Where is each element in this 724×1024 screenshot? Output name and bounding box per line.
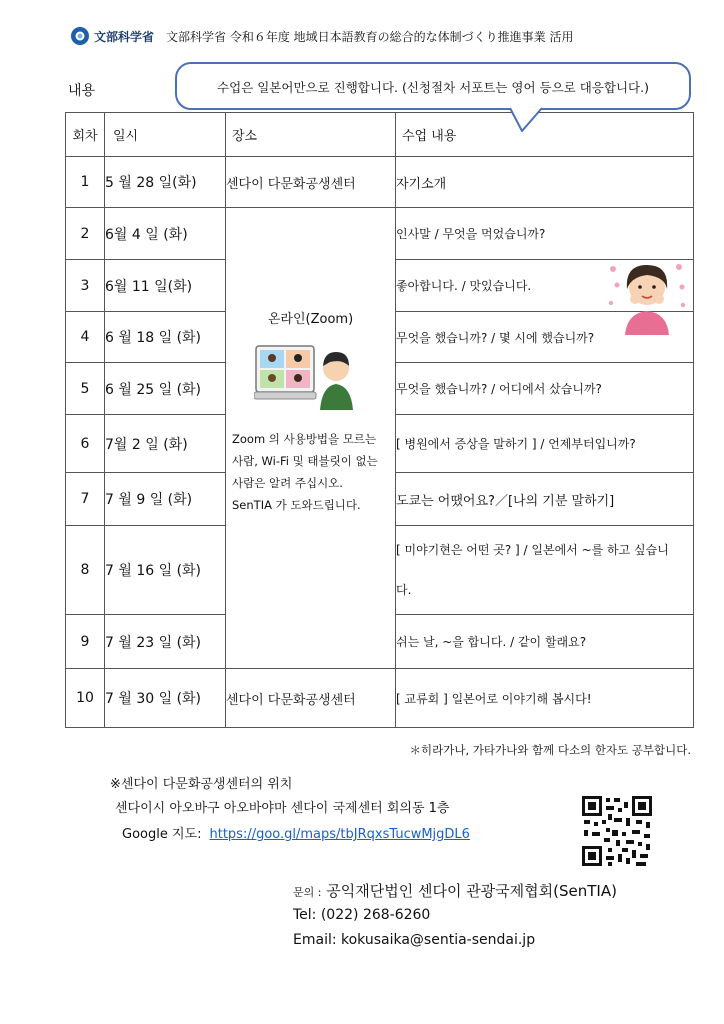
row-number: 9 (66, 615, 105, 669)
header-text: 文部科学省 令和６年度 地域日本語教育の総合的な体制づくり推進事業 活用 (166, 29, 574, 44)
table-row (66, 208, 694, 260)
row-date: 6월 4 일 (화) (105, 208, 226, 260)
row-date: 7 월 9 일 (화) (105, 473, 226, 526)
row-place: 센다이 다문화공생센터 (226, 157, 396, 208)
row-content: 무엇을 했습니까? / 몇 시에 했습니까? (396, 312, 694, 363)
qr-code-icon (580, 794, 654, 868)
row-date: 6월 11 일(화) (105, 260, 226, 312)
zoom-meeting-icon (254, 342, 354, 412)
row-number: 5 (66, 363, 105, 415)
row-content: 쉬는 날, ~을 합니다. / 같이 할래요? (396, 615, 694, 669)
contact-org (293, 880, 617, 901)
header-place: 장소 (226, 113, 396, 157)
row-number: 6 (66, 415, 105, 473)
online-note: Zoom 의 사용방법을 모르는 사람, Wi-Fi 및 태블릿이 없는 사람은 알려 주십시오. SenTIA 가 도와드립니다. (232, 432, 378, 512)
contact-email: Email: kokusaika@sentia-sendai.jp (293, 932, 536, 948)
logo-text: 文部科学省 (94, 29, 155, 44)
row-date: 6 월 18 일 (화) (105, 312, 226, 363)
row-date: 6 월 25 일 (화) (105, 363, 226, 415)
row-date: 7 월 23 일 (화) (105, 615, 226, 669)
row-content: 좋아합니다. / 맛있습니다. (396, 260, 694, 312)
content-label: 내용 (68, 83, 96, 99)
row-date: 5 월 28 일(화) (105, 157, 226, 208)
row-number: 7 (66, 473, 105, 526)
online-title: 온라인(Zoom) (267, 312, 354, 327)
row-number: 10 (66, 669, 105, 728)
location-address: 센다이시 아오바구 아오바야마 센다이 국제센터 회의동 1층 (115, 801, 450, 816)
map-link[interactable]: https://goo.gl/maps/tbJRqxsTucwMjgDL6 (209, 827, 470, 842)
row-number: 3 (66, 260, 105, 312)
notice-text: 수업은 일본어만으로 진행합니다. (신청절차 서포트는 영어 등으로 대응합니다.) (217, 80, 649, 95)
notice-bubble (175, 62, 691, 110)
row-content: [ 미야기현은 어떤 곳? ] / 일본에서 ~를 하고 싶습니다. (396, 526, 694, 615)
mext-logo (70, 26, 166, 46)
mext-logo-icon (70, 26, 90, 46)
row-number: 1 (66, 157, 105, 208)
row-content: [ 병원에서 증상을 말하기 ] / 언제부터입니까? (396, 415, 694, 473)
contact-label: 문의 : (293, 886, 322, 899)
row-place: 센다이 다문화공생센터 (226, 669, 396, 728)
map-label: Google 지도: (122, 827, 202, 842)
header-content: 수업 내용 (396, 113, 694, 157)
header (70, 22, 573, 50)
table-header-row (66, 113, 694, 157)
header-round: 회차 (66, 113, 105, 157)
header-date: 일시 (105, 113, 226, 157)
schedule-table (65, 112, 694, 728)
row-date: 7 월 16 일 (화) (105, 526, 226, 615)
row-content: 무엇을 했습니까? / 어디에서 샀습니까? (396, 363, 694, 415)
row-content: 도쿄는 어땠어요?／[나의 기분 말하기] (396, 473, 694, 526)
location-title: ※센다이 다문화공생센터의 위치 (110, 777, 293, 792)
footnote: ＊히라가나, 가타가나와 함께 다소의 한자도 공부합니다. (409, 743, 691, 757)
row-content: 인사말 / 무엇을 먹었습니까? (396, 208, 694, 260)
row-content: 자기소개 (396, 157, 694, 208)
contact-org-name: 공익재단법인 센다이 관광국제협회(SenTIA) (326, 882, 617, 900)
girl-illustration (607, 255, 687, 335)
google-map-line (122, 823, 470, 842)
row-number: 2 (66, 208, 105, 260)
online-place-cell (226, 208, 396, 669)
row-number: 8 (66, 526, 105, 615)
contact-tel: Tel: (022) 268-6260 (293, 907, 431, 923)
table-row (66, 669, 694, 728)
row-date: 7월 2 일 (화) (105, 415, 226, 473)
bubble-tail (508, 107, 544, 133)
table-row (66, 157, 694, 208)
row-content: [ 교류회 ] 일본어로 이야기해 봅시다! (396, 669, 694, 728)
row-date: 7 월 30 일 (화) (105, 669, 226, 728)
row-number: 4 (66, 312, 105, 363)
